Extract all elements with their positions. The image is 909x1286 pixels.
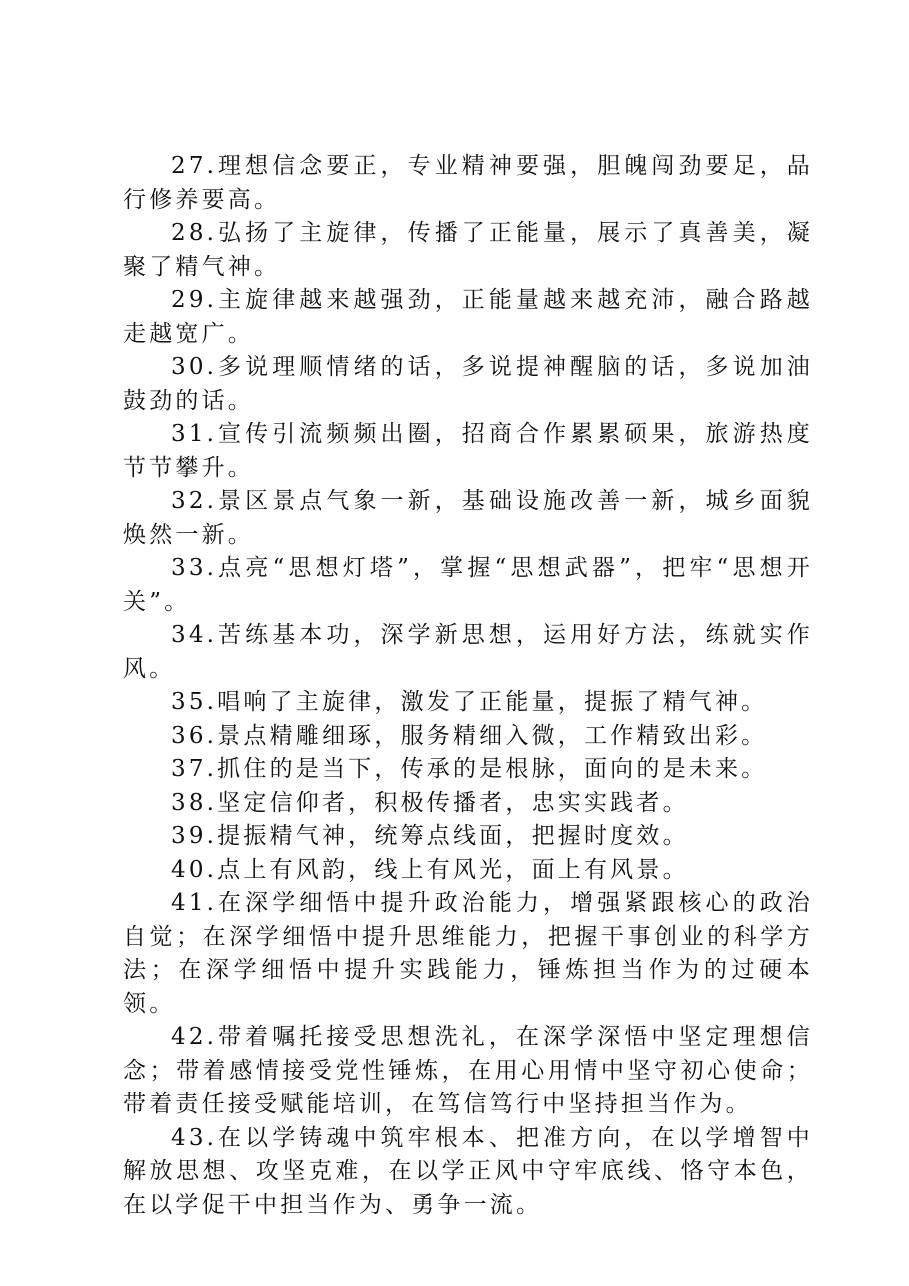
paragraph-42: 42.带着嘱托接受思想洗礼，在深学深悟中坚定理想信念；带着感情接受党性锤炼，在用心用情中坚守初心使命；带着责任接受赋能培训，在笃信笃行中坚持担当作为。	[123, 1024, 813, 1117]
paragraph-40: 40.点上有风韵，线上有风光，面上有风景。	[171, 856, 689, 883]
paragraph-35: 35.唱响了主旋律，激发了正能量，提振了精气神。	[171, 689, 768, 715]
paragraph-38: 38.坚定信仰者，积极传播者，忠实实践者。	[171, 789, 689, 816]
paragraph-36: 36.景点精雕细琢，服务精细入微，工作精致出彩。	[171, 722, 768, 749]
paragraph-32: 32.景区景点气象一新，基础设施改善一新，城乡面貌焕然一新。	[123, 488, 813, 548]
paragraph-39: 39.提振精气神，统筹点线面，把握时度效。	[171, 823, 689, 849]
paragraph-27: 27.理想信念要正，专业精神要强，胆魄闯劲要足，品行修养要高。	[123, 153, 813, 213]
paragraph-37: 37.抓住的是当下，传承的是根脉，面向的是未来。	[171, 756, 768, 782]
paragraph-34: 34.苦练基本功，深学新思想，运用好方法，练就实作风。	[123, 622, 813, 682]
paragraph-41: 41.在深学细悟中提升政治能力，增强紧跟核心的政治自觉；在深学细悟中提升思维能力，把握干事创业的科学方法；在深学细悟中提升实践能力，锤炼担当作为的过硬本领。	[123, 890, 813, 1017]
paragraph-31: 31.宣传引流频频出圈，招商合作累累硕果，旅游热度节节攀升。	[123, 421, 813, 481]
document-body	[123, 150, 813, 1222]
paragraph-43: 43.在以学铸魂中筑牢根本、把准方向，在以学增智中解放思想、攻坚克难，在以学正风中守牢底线、恪守本色，在以学促干中担当作为、勇争一流。	[123, 1124, 813, 1218]
paragraph-30: 30.多说理顺情绪的话，多说提神醒脑的话，多说加油鼓劲的话。	[123, 354, 813, 414]
paragraph-28: 28.弘扬了主旋律，传播了正能量，展示了真善美，凝聚了精气神。	[123, 220, 813, 280]
paragraph-29: 29.主旋律越来越强劲，正能量越来越充沛，融合路越走越宽广。	[123, 287, 813, 347]
paragraph-33: 33.点亮“思想灯塔”，掌握“思想武器”，把牢“思想开关”。	[123, 555, 813, 615]
